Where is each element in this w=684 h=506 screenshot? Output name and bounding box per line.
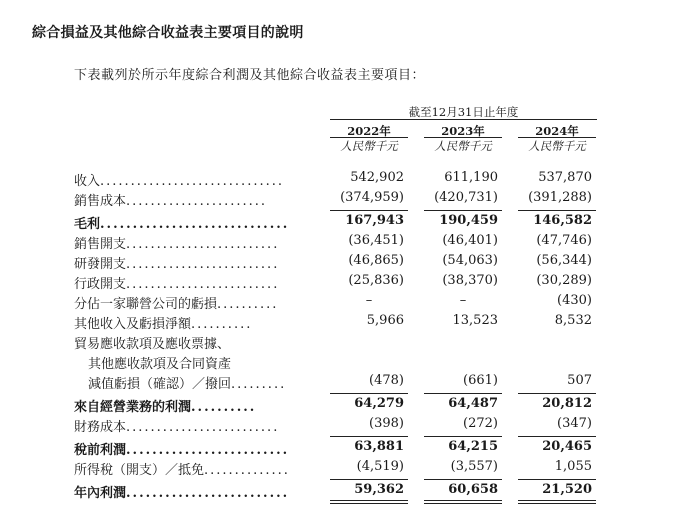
table-row-revenue bbox=[0, 170, 684, 190]
row-label: 貿易應收款項及應收票據、 bbox=[74, 337, 231, 352]
value-2023: (420,731) bbox=[434, 190, 498, 205]
year-header-2024: 2024年 bbox=[535, 124, 579, 138]
row-label: 銷售開支......................... bbox=[74, 237, 280, 252]
row-label: 研發開支......................... bbox=[74, 257, 280, 272]
subtotal-rule bbox=[424, 479, 502, 480]
value-2023: 190,459 bbox=[439, 213, 498, 228]
value-2024: 537,870 bbox=[538, 170, 592, 185]
value-2023: (3,557) bbox=[450, 459, 498, 474]
row-label: 行政開支......................... bbox=[74, 277, 280, 292]
row-label: 年內利潤......................... bbox=[74, 486, 290, 501]
value-2023: (46,401) bbox=[442, 233, 498, 248]
total-double-rule bbox=[518, 500, 596, 504]
row-label: 稅前利潤......................... bbox=[74, 443, 290, 458]
table-row-profit-before-tax bbox=[0, 439, 684, 459]
year-header-2022: 2022年 bbox=[347, 124, 391, 138]
table-row-cost-of-sales bbox=[0, 190, 684, 210]
row-label: 收入.............................. bbox=[74, 174, 284, 189]
table-row-profit-for-year bbox=[0, 482, 684, 502]
value-2024: (391,288) bbox=[528, 190, 592, 205]
subtotal-rule bbox=[330, 210, 408, 211]
subtotal-rule bbox=[518, 479, 596, 480]
value-2022: 63,881 bbox=[354, 439, 404, 454]
value-2022: 167,943 bbox=[345, 213, 404, 228]
unit-label: 人民幣千元 bbox=[434, 139, 492, 153]
value-2022: 59,362 bbox=[354, 482, 404, 497]
value-2023: (272) bbox=[463, 416, 498, 431]
value-2023: 13,523 bbox=[452, 313, 498, 328]
intro-text: 下表載列於所示年度綜合利潤及其他綜合收益表主要項目： bbox=[74, 68, 426, 83]
row-label: 所得稅（開支）／抵免.............. bbox=[74, 463, 290, 478]
subtotal-rule bbox=[518, 436, 596, 437]
header-rule bbox=[330, 119, 597, 120]
value-2023: 64,215 bbox=[448, 439, 498, 454]
value-2022: 542,902 bbox=[350, 170, 404, 185]
value-2022: (374,959) bbox=[340, 190, 404, 205]
row-label: 其他應收款項及合同資產 bbox=[88, 357, 232, 372]
value-2023: 611,190 bbox=[444, 170, 498, 185]
row-label: 分佔一家聯營公司的虧損.......... bbox=[74, 297, 279, 312]
unit-label: 人民幣千元 bbox=[528, 139, 586, 153]
table-row-selling-expenses bbox=[0, 233, 684, 253]
total-double-rule bbox=[424, 500, 502, 504]
table-row-impairment bbox=[0, 373, 684, 393]
subtotal-rule bbox=[330, 393, 408, 394]
value-2022: (398) bbox=[369, 416, 404, 431]
value-2024: 146,582 bbox=[533, 213, 592, 228]
table-row-admin-expenses bbox=[0, 273, 684, 293]
value-2022: – bbox=[365, 293, 373, 308]
unit-label: 人民幣千元 bbox=[340, 139, 398, 153]
value-2022: 5,966 bbox=[366, 313, 404, 328]
subtotal-rule bbox=[518, 210, 596, 211]
value-2022: (46,865) bbox=[348, 253, 404, 268]
subtotal-rule bbox=[424, 393, 502, 394]
value-2022: 64,279 bbox=[354, 396, 404, 411]
value-2024: (347) bbox=[557, 416, 592, 431]
row-label: 其他收入及虧損淨額.......... bbox=[74, 317, 253, 332]
value-2024: 20,465 bbox=[542, 439, 592, 454]
value-2023: – bbox=[459, 293, 467, 308]
table-row-operating-profit bbox=[0, 396, 684, 416]
row-label: 毛利............................. bbox=[74, 217, 290, 232]
table-row-income-tax bbox=[0, 459, 684, 479]
table-row-impairment-line1 bbox=[0, 333, 684, 353]
row-label: 銷售成本....................... bbox=[74, 194, 268, 209]
value-2023: (661) bbox=[463, 373, 498, 388]
value-2022: (478) bbox=[369, 373, 404, 388]
value-2024: (56,344) bbox=[536, 253, 592, 268]
value-2024: 20,812 bbox=[542, 396, 592, 411]
value-2024: (30,289) bbox=[536, 273, 592, 288]
subtotal-rule bbox=[330, 436, 408, 437]
table-row-finance-costs bbox=[0, 416, 684, 436]
table-row-rd-expenses bbox=[0, 253, 684, 273]
value-2022: (4,519) bbox=[356, 459, 404, 474]
value-2023: 60,658 bbox=[448, 482, 498, 497]
table-row-gross-profit bbox=[0, 213, 684, 233]
value-2024: 8,532 bbox=[554, 313, 592, 328]
value-2022: (25,836) bbox=[348, 273, 404, 288]
row-label: 來自經營業務的利潤.......... bbox=[74, 400, 257, 415]
row-label: 減值虧損（確認）／撥回......... bbox=[88, 377, 287, 392]
value-2024: (430) bbox=[557, 293, 592, 308]
value-2024: 1,055 bbox=[554, 459, 592, 474]
value-2022: (36,451) bbox=[348, 233, 404, 248]
subtotal-rule bbox=[424, 436, 502, 437]
table-row-associate-loss bbox=[0, 293, 684, 313]
value-2024: 507 bbox=[567, 373, 592, 388]
table-row-impairment-line2 bbox=[0, 353, 684, 373]
total-double-rule bbox=[330, 500, 408, 504]
value-2024: 21,520 bbox=[542, 482, 592, 497]
subtotal-rule bbox=[518, 393, 596, 394]
value-2024: (47,746) bbox=[536, 233, 592, 248]
period-header: 截至12月31日止年度 bbox=[408, 105, 519, 119]
value-2023: 64,487 bbox=[448, 396, 498, 411]
table-row-other-income bbox=[0, 313, 684, 333]
subtotal-rule bbox=[330, 479, 408, 480]
year-header-2023: 2023年 bbox=[441, 124, 485, 138]
section-title: 綜合損益及其他綜合收益表主要項目的說明 bbox=[32, 25, 304, 41]
value-2023: (54,063) bbox=[442, 253, 498, 268]
row-label: 財務成本......................... bbox=[74, 420, 280, 435]
value-2023: (38,370) bbox=[442, 273, 498, 288]
subtotal-rule bbox=[424, 210, 502, 211]
